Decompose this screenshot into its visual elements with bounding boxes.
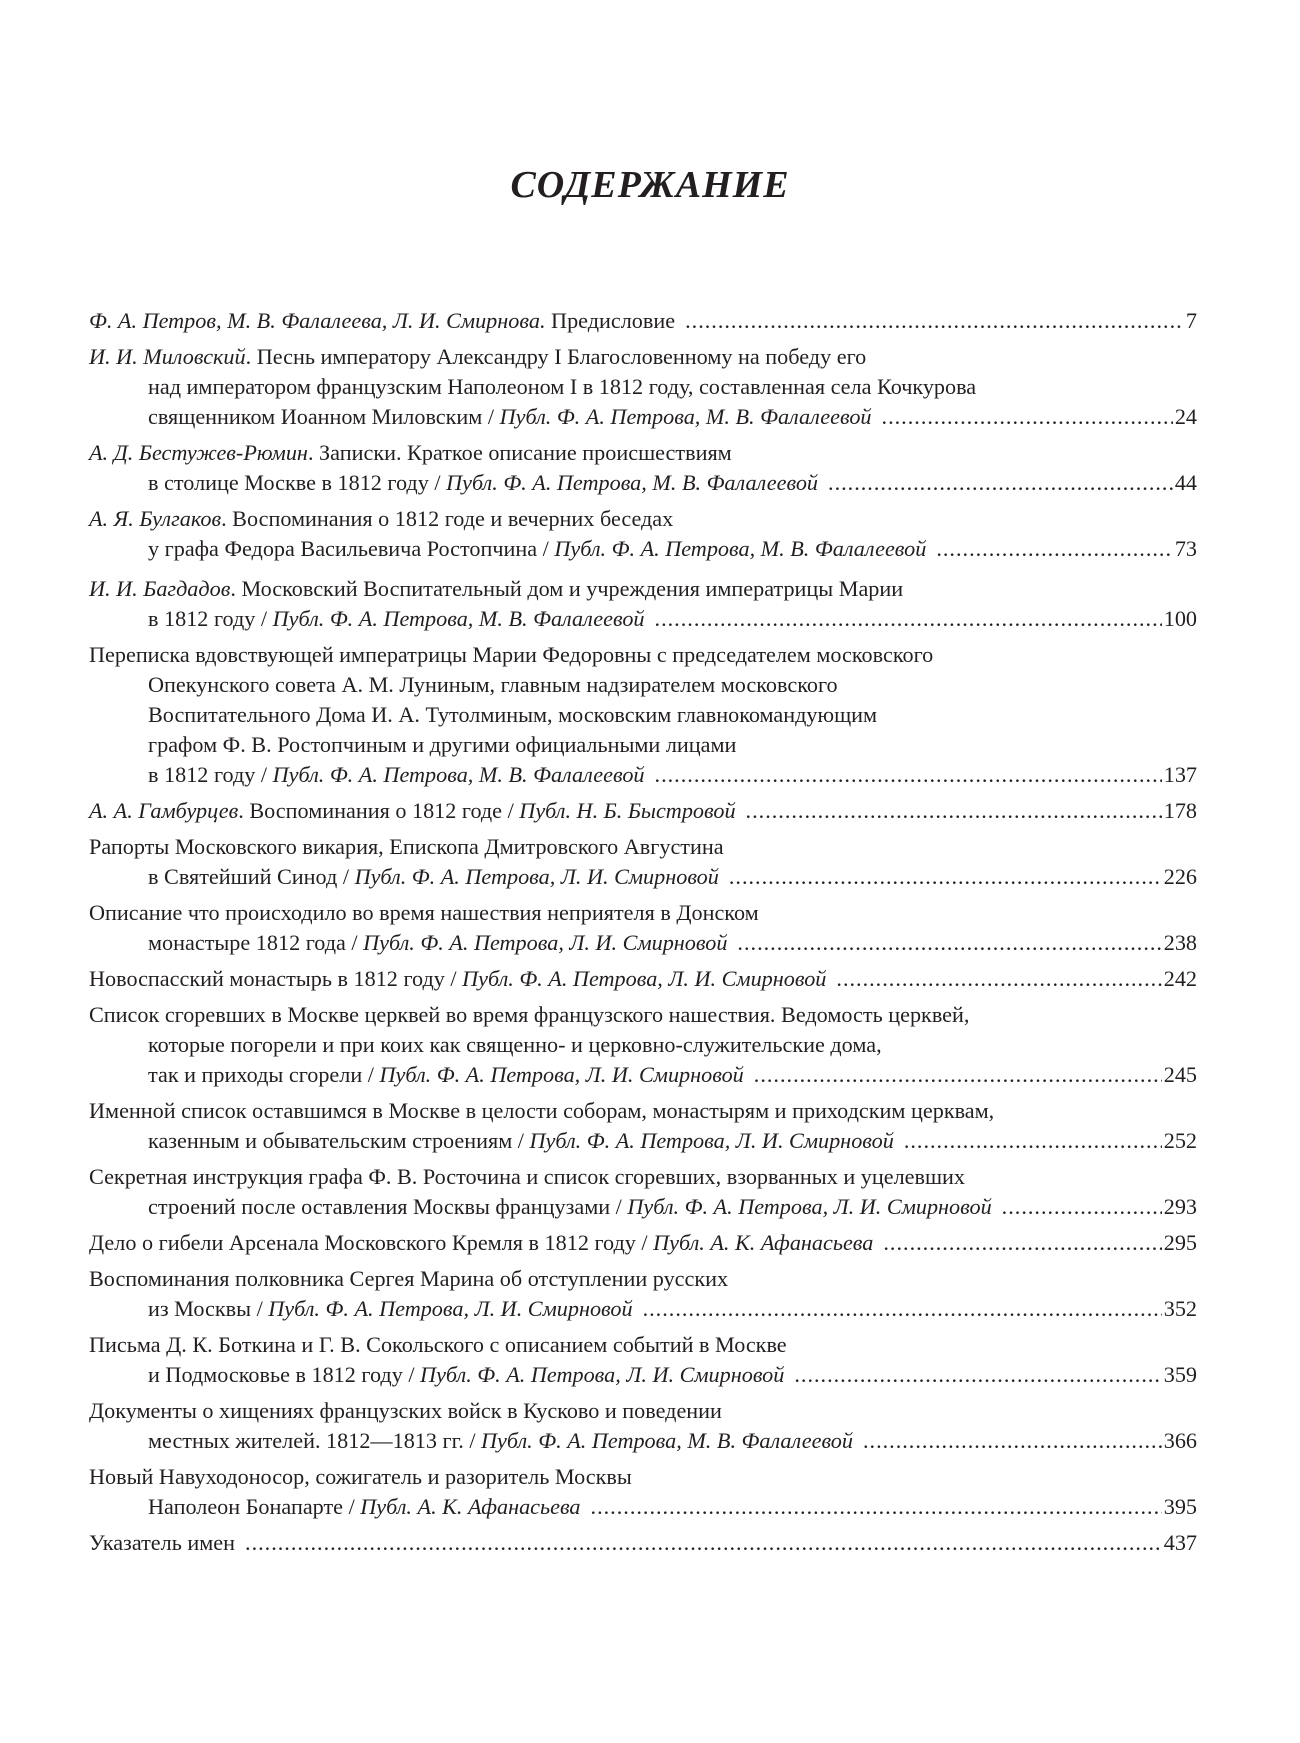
toc-entry[interactable] (89, 964, 1197, 994)
entry-publisher: Публ. А. К. Афанасьева (653, 1230, 874, 1255)
entry-title: . Воспоминания о 1812 годе / (238, 798, 520, 823)
page-number: 7 (1185, 308, 1197, 333)
entry-title: Дело о гибели Арсенала Московского Кремля в 1812 году / (89, 1230, 654, 1255)
toc-entry[interactable] (89, 1528, 1197, 1558)
toc-entry[interactable] (89, 1330, 1197, 1390)
dot-leader (883, 1228, 1161, 1258)
entry-title-continued: в 1812 году / (148, 606, 273, 631)
entry-title-continued: монастыре 1812 года / (148, 930, 364, 955)
entry-title: . Записки. Краткое описание происшествиям (307, 440, 732, 465)
entry-author: А. А. Гамбурцев (89, 798, 239, 823)
dot-leader (655, 604, 1162, 634)
dot-leader (794, 1360, 1161, 1390)
entry-title: Новоспасский монастырь в 1812 году / (89, 966, 463, 991)
entry-author: Ф. А. Петров, М. В. Фалалеева, Л. И. Смирнова. (89, 308, 546, 333)
entry-publisher: Публ. А. К. Афанасьева (360, 1494, 581, 1519)
dot-leader (245, 1528, 1162, 1558)
entry-author: А. Д. Бестужев-Рюмин (89, 440, 308, 465)
page-number: 238 (1163, 930, 1197, 955)
page-number: 295 (1163, 1230, 1197, 1255)
entry-title: . Воспоминания о 1812 годе и вечерних беседах (221, 506, 674, 531)
toc-entry[interactable] (89, 504, 1197, 564)
entry-publisher: Публ. Ф. А. Петрова, М. В. Фалалеевой (554, 536, 927, 561)
dot-leader (936, 534, 1172, 564)
page-number: 293 (1163, 1194, 1197, 1219)
entry-publisher: Публ. Ф. А. Петрова, М. В. Фалалеевой (499, 404, 872, 429)
entry-publisher: Публ. Ф. А. Петрова, Л. И. Смирновой (420, 1362, 785, 1387)
entry-title-continued: которые погорели и при коих как священно- и церковно-служительские дома, (148, 1032, 882, 1057)
entry-publisher: Публ. Ф. А. Петрова, Л. И. Смирновой (363, 930, 728, 955)
dot-leader (904, 1126, 1162, 1156)
dot-leader (746, 796, 1162, 826)
entry-title-continued: Опекунского совета А. М. Луниным, главным надзирателем московского (148, 672, 838, 697)
toc-entry[interactable] (89, 1228, 1197, 1258)
page-number: 252 (1163, 1128, 1197, 1153)
entry-title-continued: в 1812 году / (148, 762, 273, 787)
page-number: 395 (1163, 1494, 1197, 1519)
page-number: 44 (1174, 470, 1197, 495)
entry-title: Рапорты Московского викария, Епископа Дмитровского Августина (89, 834, 724, 859)
entry-title: Переписка вдовствующей императрицы Марии Федоровны с председателем московского (89, 642, 934, 667)
entry-title: Список сгоревших в Москве церквей во время французского нашествия. Ведомость церквей, (89, 1002, 970, 1027)
page-number: 352 (1163, 1296, 1197, 1321)
entry-title-continued: Воспитательного Дома И. А. Тутолминым, московским главнокомандующим (148, 702, 878, 727)
entry-author: А. Я. Булгаков (89, 506, 222, 531)
toc-entry[interactable] (89, 832, 1197, 892)
entry-publisher: Публ. Ф. А. Петрова, Л. И. Смирновой (268, 1296, 633, 1321)
entry-title-continued: Наполеон Бонапарте / (148, 1494, 361, 1519)
page-number: 366 (1163, 1428, 1197, 1453)
entry-title-continued: в столице Москве в 1812 году / (148, 470, 447, 495)
dot-leader (643, 1294, 1162, 1324)
entry-publisher: Публ. Ф. А. Петрова, Л. И. Смирновой (627, 1194, 992, 1219)
entry-publisher: Публ. Ф. А. Петрова, М. В. Фалалеевой (446, 470, 819, 495)
page-number: 245 (1163, 1062, 1197, 1087)
entry-title: Воспоминания полковника Сергея Марина об отступлении русских (89, 1266, 729, 1291)
toc-entry[interactable] (89, 1000, 1197, 1090)
entry-publisher: Публ. Ф. А. Петрова, М. В. Фалалеевой (481, 1428, 853, 1453)
page-number: 137 (1163, 762, 1197, 787)
entry-title: Секретная инструкция графа Ф. В. Росточина и список сгоревших, взорванных и уцелевших (89, 1164, 966, 1189)
toc-entry[interactable] (89, 898, 1197, 958)
entry-author: И. И. Багдадов (89, 576, 231, 601)
table-of-contents (89, 306, 1197, 1564)
page-number: 178 (1163, 798, 1197, 823)
entry-title: . Московский Воспитательный дом и учреждения императрицы Марии (230, 576, 904, 601)
dot-leader (1002, 1192, 1162, 1222)
entry-title-continued: у графа Федора Васильевича Ростопчина / (148, 536, 555, 561)
entry-title-continued: местных жителей. 1812—1813 гг. / (148, 1428, 482, 1453)
toc-entry[interactable] (89, 306, 1197, 336)
dot-leader (591, 1492, 1162, 1522)
entry-title-continued: строений после оставления Москвы французами / (148, 1194, 628, 1219)
toc-entry[interactable] (89, 1096, 1197, 1156)
dot-leader (729, 862, 1162, 892)
toc-entry[interactable] (89, 574, 1197, 634)
entry-publisher: Публ. Н. Б. Быстровой (519, 798, 736, 823)
entry-title-continued: священником Иоанном Миловским / (148, 404, 500, 429)
page-number: 359 (1163, 1362, 1197, 1387)
dot-leader (828, 468, 1173, 498)
entry-title-continued: из Москвы / (148, 1296, 269, 1321)
dot-leader (737, 928, 1161, 958)
page-number: 73 (1174, 536, 1197, 561)
entry-title-continued: над императором французским Наполеоном I в 1812 году, составленная села Кочкурова (148, 374, 977, 399)
page-number: 242 (1163, 966, 1197, 991)
entry-title: Именной список оставшимся в Москве в целости соборам, монастырям и приходским церквам, (89, 1098, 995, 1123)
entry-title: Новый Навуходоносор, сожигатель и разоритель Москвы (89, 1464, 632, 1489)
entry-publisher: Публ. Ф. А. Петрова, Л. И. Смирновой (354, 864, 719, 889)
toc-entry[interactable] (89, 438, 1197, 498)
toc-entry[interactable] (89, 640, 1197, 790)
entry-title: Предисловие (545, 308, 676, 333)
dot-leader (655, 760, 1162, 790)
toc-entry[interactable] (89, 1264, 1197, 1324)
entry-publisher: Публ. Ф. А. Петрова, Л. И. Смирновой (379, 1062, 744, 1087)
entry-publisher: Публ. Ф. А. Петрова, М. В. Фалалеевой (272, 762, 645, 787)
entry-publisher: Публ. Ф. А. Петрова, Л. И. Смирновой (529, 1128, 894, 1153)
toc-entry[interactable] (89, 342, 1197, 432)
page-number: 100 (1163, 606, 1197, 631)
entry-title-continued: так и приходы сгорели / (148, 1062, 380, 1087)
entry-title-continued: графом Ф. В. Ростопчиным и другими официальными лицами (148, 732, 737, 757)
toc-entry[interactable] (89, 1162, 1197, 1222)
dot-leader (863, 1426, 1162, 1456)
dot-leader (685, 306, 1184, 336)
entry-title: Документы о хищениях французских войск в Кусково и поведении (89, 1398, 722, 1423)
dot-leader (882, 402, 1173, 432)
entry-title: Указатель имен (89, 1530, 236, 1555)
dot-leader (836, 964, 1161, 994)
entry-title-continued: и Подмосковье в 1812 году / (148, 1362, 421, 1387)
entry-title: . Песнь императору Александру I Благословенному на победу его (245, 344, 867, 369)
page-number: 24 (1174, 404, 1197, 429)
entry-publisher: Публ. Ф. А. Петрова, Л. И. Смирновой (462, 966, 827, 991)
toc-entry[interactable] (89, 1462, 1197, 1522)
entry-title: Письма Д. К. Боткина и Г. В. Сокольского с описанием событий в Москве (89, 1332, 787, 1357)
entry-title-continued: в Святейший Синод / (148, 864, 355, 889)
dot-leader (754, 1060, 1162, 1090)
toc-entry[interactable] (89, 1396, 1197, 1456)
entry-title: Описание что происходило во время нашествия неприятеля в Донском (89, 900, 759, 925)
entry-title-continued: казенным и обывательским строениям / (148, 1128, 530, 1153)
page-title: СОДЕРЖАНИЕ (510, 164, 790, 206)
entry-publisher: Публ. Ф. А. Петрова, М. В. Фалалеевой (272, 606, 645, 631)
toc-entry[interactable] (89, 796, 1197, 826)
page-number: 226 (1163, 864, 1197, 889)
page-number: 437 (1163, 1530, 1197, 1555)
entry-author: И. И. Миловский (89, 344, 246, 369)
